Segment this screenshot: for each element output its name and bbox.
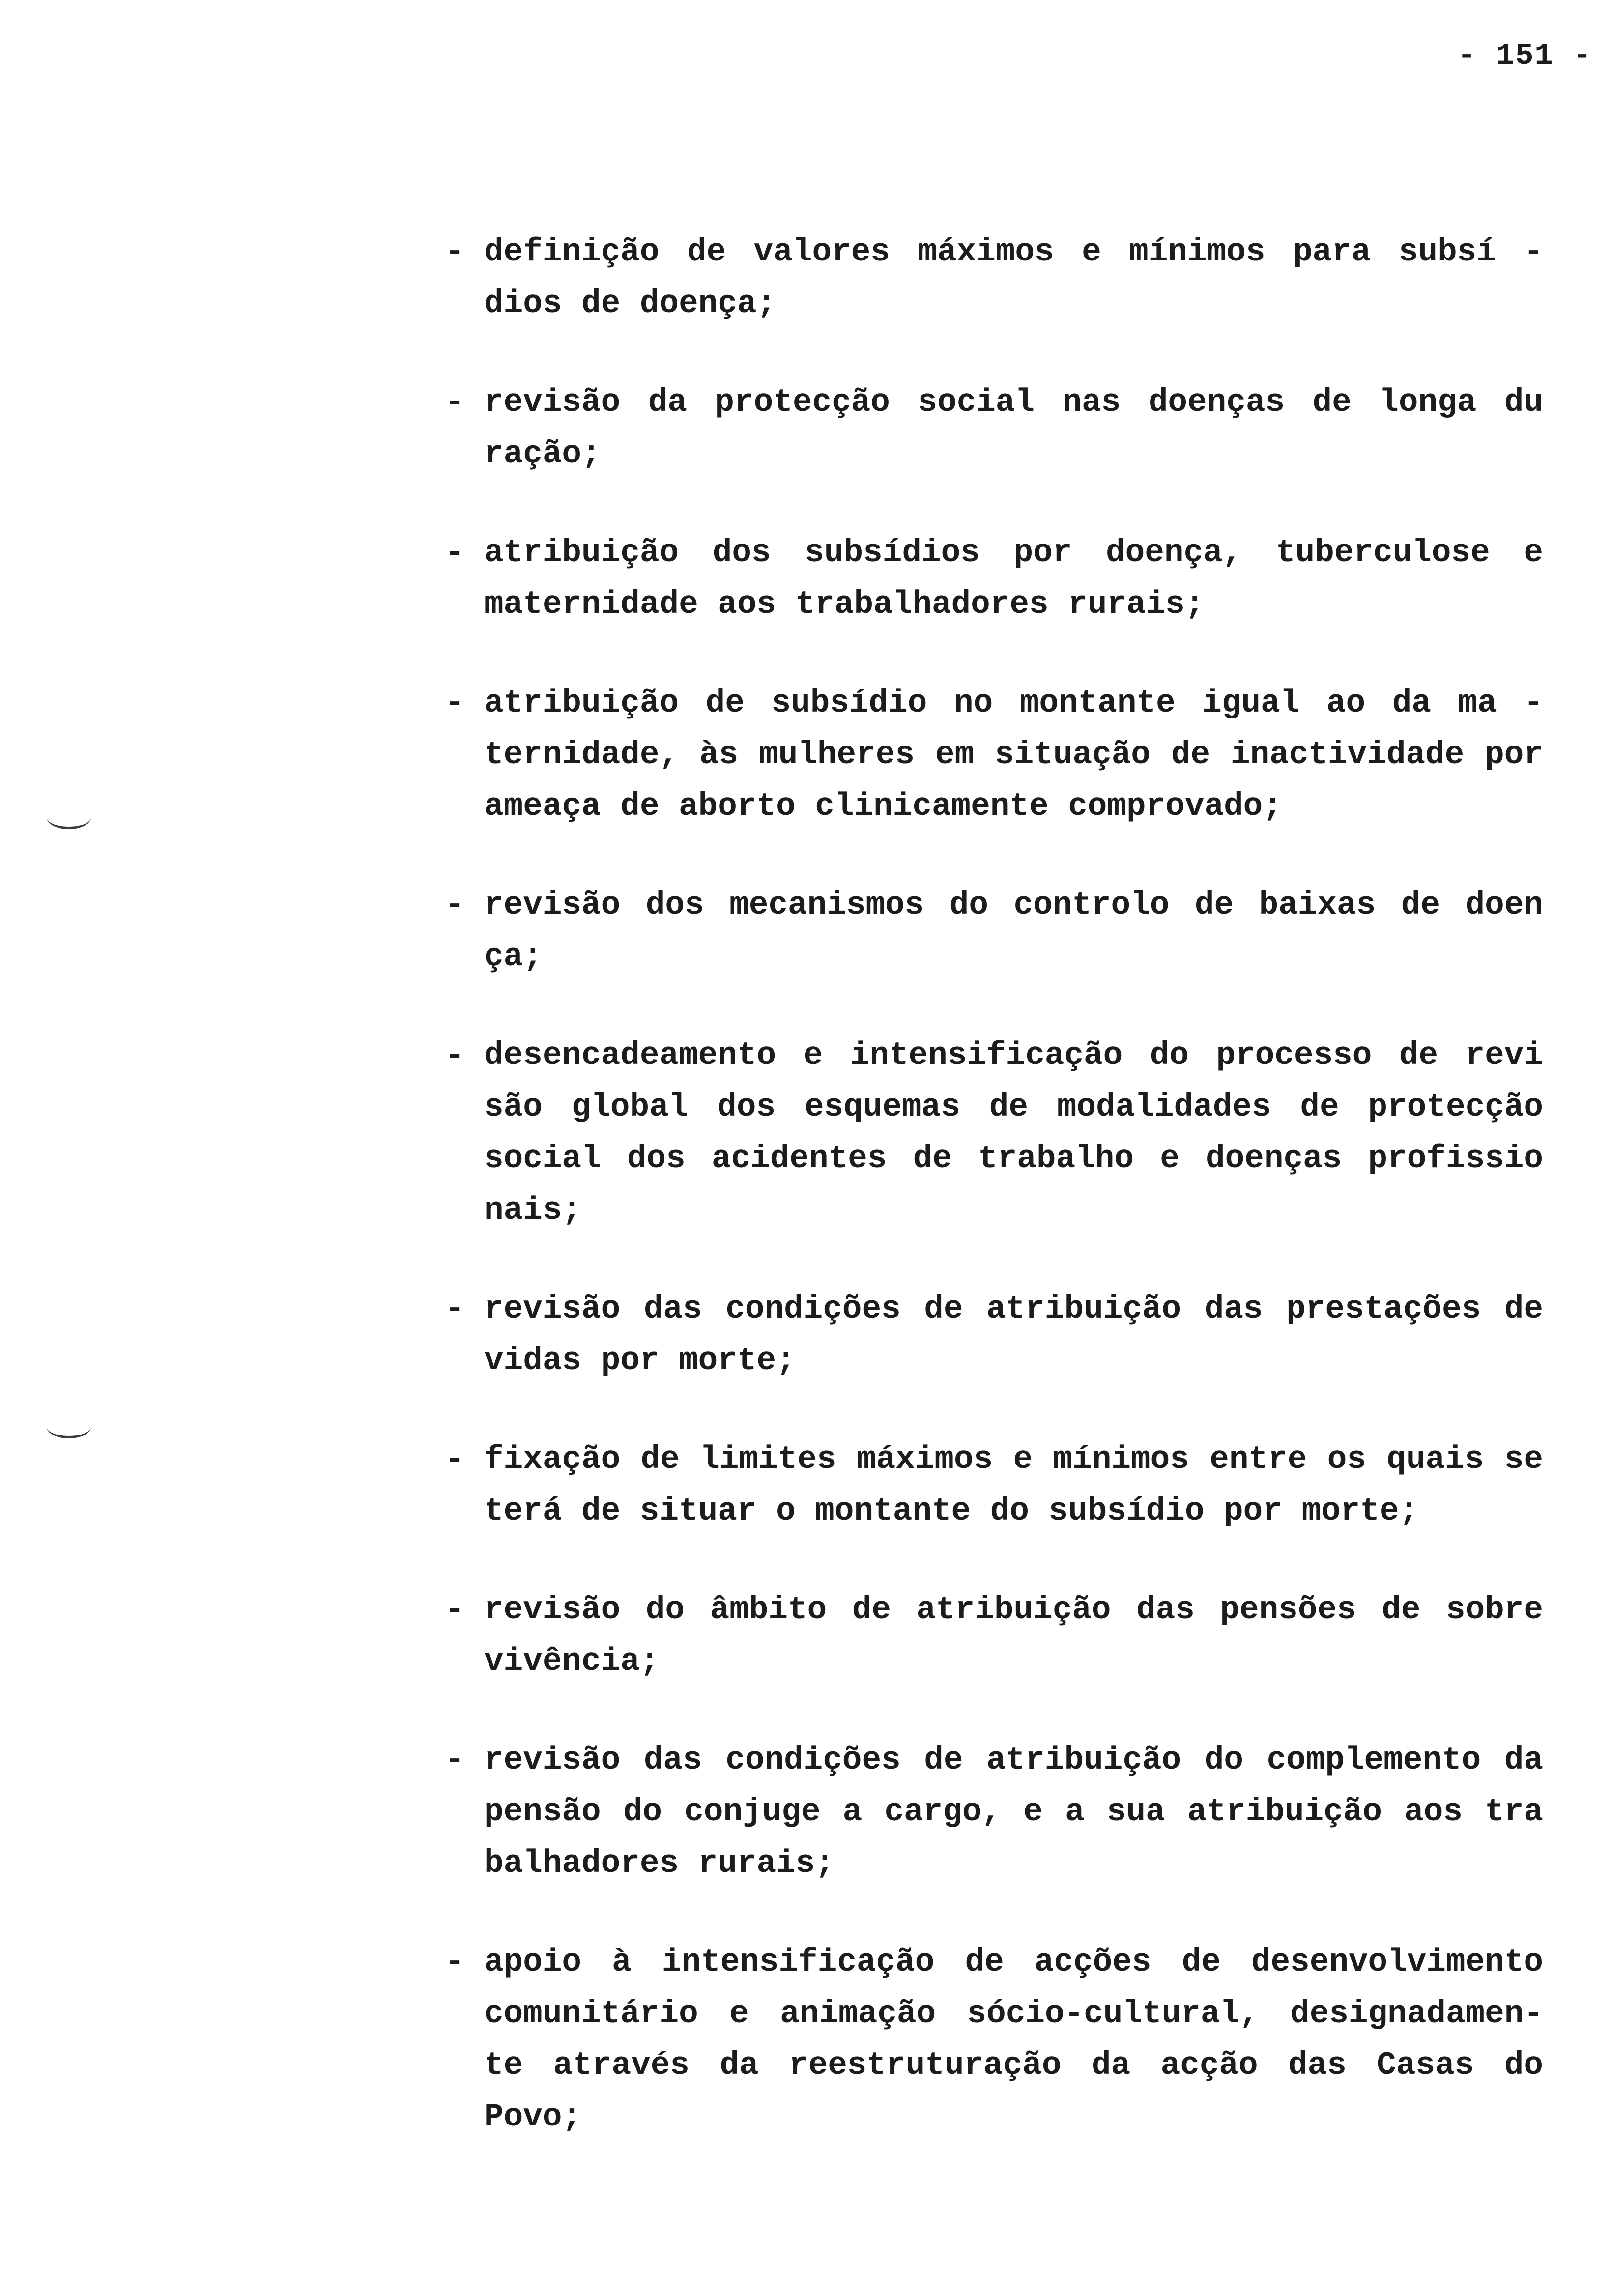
list-item bbox=[445, 527, 1543, 630]
list-item-text: revisão dos mecanismos do controlo de baixas de doen ça; bbox=[484, 887, 1543, 975]
list-dash: - bbox=[445, 1291, 464, 1327]
binding-hole-mark bbox=[47, 806, 91, 829]
list-item bbox=[445, 1434, 1543, 1537]
list-item bbox=[445, 376, 1543, 480]
list-item bbox=[445, 226, 1543, 329]
binding-hole-mark bbox=[47, 1415, 91, 1438]
list-item-text: revisão da protecção social nas doenças de longa du ração; bbox=[484, 384, 1543, 472]
list-item-text: atribuição dos subsídios por doença, tuberculose e maternidade aos trabalhadores rurais; bbox=[484, 534, 1543, 623]
list-item-text: fixação de limites máximos e mínimos entre os quais se terá de situar o montante do subsídio por morte; bbox=[484, 1441, 1543, 1529]
list-item bbox=[445, 1584, 1543, 1687]
list-item bbox=[445, 1030, 1543, 1236]
list-item bbox=[445, 879, 1543, 982]
list-item-text: definição de valores máximos e mínimos para subsí - dios de doença; bbox=[484, 233, 1543, 322]
list-item-text: revisão das condições de atribuição das prestações de vidas por morte; bbox=[484, 1291, 1543, 1379]
list-dash: - bbox=[445, 1742, 464, 1779]
list-item-text: desencadeamento e intensificação do processo de revi são global dos esquemas de modalidades de protecção social dos acidentes de trabalho e doenças profissio nais; bbox=[484, 1037, 1543, 1229]
list-item-text: revisão das condições de atribuição do complemento da pensão do conjuge a cargo, e a sua atribuição aos tra balhadores rurais; bbox=[484, 1742, 1543, 1882]
list-dash: - bbox=[445, 1591, 464, 1628]
list-dash: - bbox=[445, 233, 464, 270]
list-dash: - bbox=[445, 887, 464, 923]
page-number: - 151 - bbox=[1457, 38, 1592, 73]
list-dash: - bbox=[445, 1441, 464, 1478]
list-item bbox=[445, 1734, 1543, 1889]
list-item bbox=[445, 1283, 1543, 1386]
measures-list bbox=[445, 226, 1543, 2190]
list-item-text: apoio à intensificação de acções de desenvolvimento comunitário e animação sócio-cultural, designadamen- te através da reestruturação da acção das Casas do Povo; bbox=[484, 1944, 1543, 2135]
list-dash: - bbox=[445, 685, 464, 721]
list-item bbox=[445, 1936, 1543, 2143]
list-item-text: atribuição de subsídio no montante igual ao da ma - ternidade, às mulheres em situação de inactividade por ameaça de aborto clinicamente comprovado; bbox=[484, 685, 1543, 825]
list-dash: - bbox=[445, 1944, 464, 1980]
list-item bbox=[445, 677, 1543, 832]
list-item-text: revisão do âmbito de atribuição das pensões de sobre vivência; bbox=[484, 1591, 1543, 1680]
list-dash: - bbox=[445, 534, 464, 571]
list-dash: - bbox=[445, 384, 464, 421]
list-dash: - bbox=[445, 1037, 464, 1074]
